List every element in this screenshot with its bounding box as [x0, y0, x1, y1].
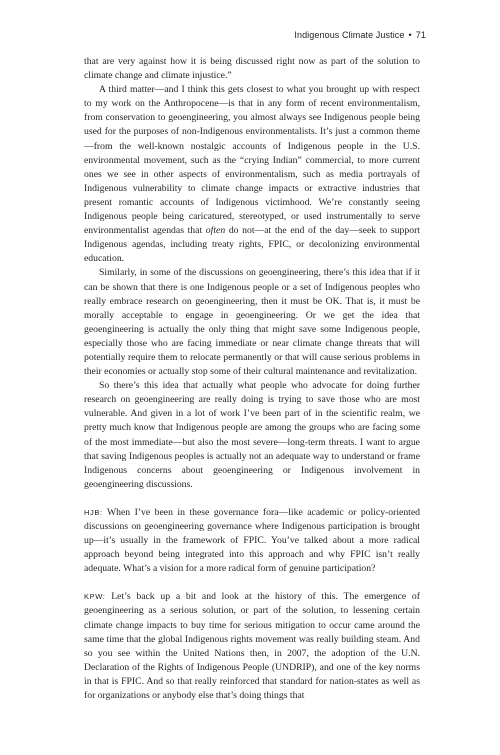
exchange-kpw: [84, 590, 420, 703]
paragraph-so-theres: So there’s this idea that actually what people who advocate for doing further research on geoengineering are really doing is trying to save those who are most vulnerable. And given in a lot of work I’ve been part of in the scientific realm, we pretty much know that Indigenous people are among the groups who are facing some of the most immediate—but also the most severe—long-term threats. I want to argue that saving Indigenous peoples is actually not an adequate way to understand or frame Indigenous concerns about geoengineering or Indigenous involvement in geoengineering discussions.: [84, 380, 420, 490]
running-title: Indigenous Climate Justice: [294, 30, 405, 40]
paragraph-continuation: that are very against how it is being discussed right now as part of the solution to climate change and climate injustice.”: [84, 56, 420, 82]
exchange-hjb: [84, 506, 420, 576]
paragraph-text: A third matter—and I think this gets closest to what you brought up with respect to my work on the Anthropocene—is that in any form of recent environmentalism, from conservation to geoengineering, you almost always see Indigenous people being used for the purposes of non-Indigenous environmentalists. It’s just a common theme—from the well-known nostalgic accounts of Indigenous people in the U.S. environmental movement, such as the “crying Indian” commercial, to more current ones we see in other aspects of environmentalism, such as media portrayals of Indigenous vulnerability to climate change impacts or extractive industries that present romantic accounts of Indigenous victimhood. We’re constantly seeing Indigenous people being caricatured, stereotyped, or used instrumentally to serve environmentalist agendas that: [84, 84, 420, 237]
speaker-tag: HJB:: [84, 507, 103, 517]
paragraph-text-after: do not—at the end of the day—seek to support Indigenous agendas, including treaty rights, FPIC, or decolonizing environmental education.: [84, 225, 420, 265]
exchange-text: Let’s back up a bit and look at the history of this. The emergence of geoengineering as a serious solution, or part of the solution, to lessening certain climate change impacts to buy time for serious mitigation to occur came around the same time that the global Indigenous rights movement was really building steam. And so you see within the United Nations then, in 2007, the adoption of the U.N. Declaration of the Rights of Indigenous People (UNDRIP), and one of the key norms in that is FPIC. And so that really reinforced that standard for nation-states as well as for organizations or anybody else that’s doing things that: [84, 591, 421, 702]
page-number: 71: [415, 30, 426, 40]
paragraph-third-matter: [84, 83, 420, 266]
running-head: [294, 30, 426, 40]
header-separator: •: [408, 30, 412, 40]
paragraph-similarly: Similarly, in some of the discussions on geoengineering, there’s this idea that if it can be shown that there is one Indigenous people or a set of Indigenous peoples who really embrace research on geoengineering, then it must be OK. That is, it must be morally acceptable to engage in geoengineering. Or we get the idea that geoengineering is actually the only thing that might save some Indigenous people, especially those who are facing immediate or near climate change threats that will potentially require them to relocate permanently or that will cause serious problems in their economies or actually stop some of their cultural maintenance and revitalization.: [84, 267, 420, 378]
exchange-text: When I’ve been in these governance fora—like academic or policy-oriented discussions on geoengineering governance where Indigenous participation is brought up—it’s usually in the framework of FPIC. You’ve talked about a more radical approach beyond being integrated into this approach and why FPIC isn’t really adequate. What’s a vision for a more radical form of genuine participation?: [84, 506, 420, 575]
speaker-tag: KPW:: [84, 592, 106, 602]
emphasis-often: often: [205, 225, 226, 237]
body-text: [84, 55, 420, 703]
